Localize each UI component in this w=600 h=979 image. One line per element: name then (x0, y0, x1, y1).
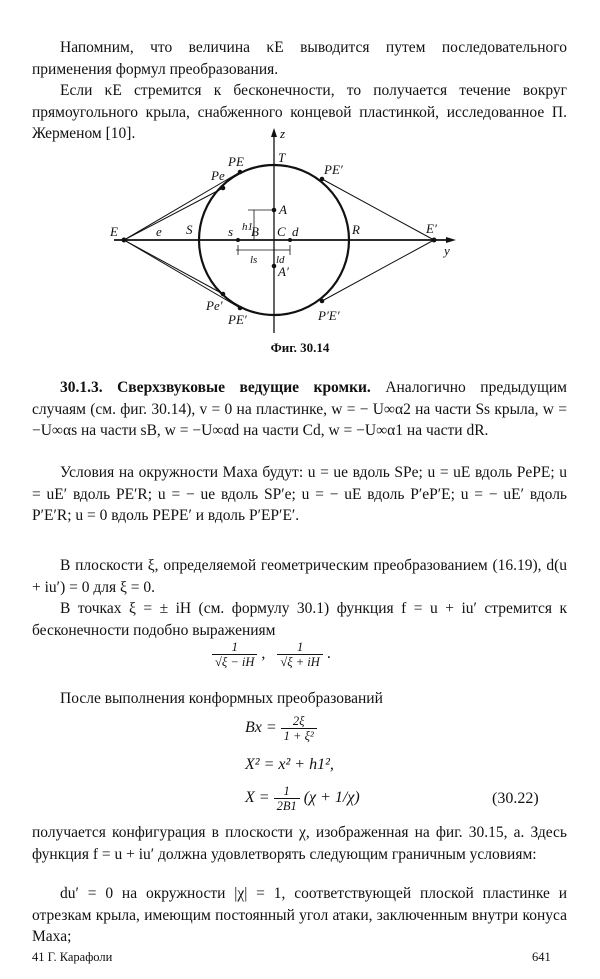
label-Pe-top: Pe (211, 168, 225, 183)
equation-3 (245, 784, 360, 813)
singularity-expressions: $\frac{1}{√\xi - iH}$ , $\frac{1}{√\xi + iH}$ . (212, 640, 331, 669)
label-z: z (280, 128, 286, 141)
label-h1: h1 (242, 221, 253, 233)
page-number: 641 (532, 950, 551, 964)
section-paragraph-5: После выполнения конформных преобразований (60, 690, 383, 707)
section-paragraph-3: В плоскости ξ, определяемой геометрическим преобразованием (16.19), d(u + iu′) = 0 для ξ = 0. (32, 557, 567, 596)
equation-1-denominator: 1 + ξ² (281, 728, 317, 743)
fraction-2-numerator: 1 (296, 640, 304, 654)
intro-paragraph-2: Если κE стремится к бесконечности, то получается течение вокруг прямоугольного крыла, снабженного концевой пластинкой, исследованное П. Жерменом [10]. (32, 82, 567, 142)
fraction-1-denominator: √ξ − iH (212, 654, 257, 669)
label-A: A (279, 202, 287, 217)
fraction-1-numerator: 1 (231, 640, 238, 654)
label-y: y (444, 243, 450, 258)
figure-30-14 (100, 128, 480, 338)
equation-3-lhs: X = (245, 789, 270, 807)
label-PE-prime-bottom: PE′ (228, 312, 247, 327)
equation-1-fraction (281, 714, 317, 743)
equation-1-lhs: Bx = (245, 719, 277, 737)
equation-number: (30.22) (492, 790, 539, 807)
section-paragraph-6: получается конфигурация в плоскости χ, изображенная на фиг. 30.15, а. Здесь функция f = u + iu′ должна удовлетворять следующим граничным условиям: (32, 824, 567, 863)
fraction-2-denominator: √ξ + iH (277, 654, 322, 669)
label-PE-prime-top: PE′ (324, 162, 343, 177)
label-ls: ls (250, 254, 258, 266)
figure-caption: Фиг. 30.14 (270, 340, 330, 355)
label-B: B (251, 224, 259, 239)
label-d: d (292, 224, 299, 239)
equation-1 (245, 714, 317, 743)
label-s: s (228, 224, 234, 239)
equation-3-denominator: 2B1 (274, 798, 300, 813)
section-paragraph-2: Условия на окружности Маха будут: u = ue вдоль SPe; u = uE вдоль PePE; u = uE′ вдоль PE′R; u = − ue вдоль SP′e; u = − uE вдоль P′eP′E; u = − uE′ вдоль P′E′R; u = 0 вдоль PEPE′ и вдоль P′EP′E′. (32, 464, 567, 524)
label-R: R (352, 222, 360, 237)
equation-3-numerator: 1 (283, 784, 290, 798)
label-S: S (186, 222, 193, 237)
equation-3-rhs: (χ + 1/χ) (303, 789, 360, 807)
section-paragraph-1 (32, 377, 567, 442)
section-heading: 30.1.3. Сверхзвуковые ведущие кромки. (60, 379, 371, 396)
label-Pe-prime: Pe′ (206, 298, 223, 313)
label-C: C (277, 224, 286, 239)
intro-paragraph-1: Напомним, что величина κE выводится путем последовательного применения формул преобразования. (32, 39, 567, 78)
section-paragraph-1-text: Аналогично предыдущим случаям (см. фиг. 30.14), v = 0 на пластинке, w = − U∞α2 на части Ss крыла, w = −U∞αs на части sB, w = −U∞αd на части Cd, w = −U∞α1 на части dR. (32, 379, 567, 439)
label-E-prime: E′ (426, 221, 437, 236)
equation-2: X² = x² + h1², (245, 756, 334, 773)
footer-author: 41 Г. Карафоли (32, 950, 113, 964)
label-ld: ld (276, 254, 285, 266)
equation-1-numerator: 2ξ (292, 714, 305, 728)
fraction-1 (212, 640, 257, 669)
label-PE-top: PE (228, 154, 244, 169)
label-e: e (156, 224, 162, 239)
label-A-prime: A′ (278, 264, 289, 279)
section-paragraph-4: В точках ξ = ± iH (см. формулу 30.1) функция f = u + iu′ стремится к бесконечности подобно выражениям (32, 600, 567, 639)
section-paragraph-7: du′ = 0 на окружности |χ| = 1, соответствующей плоской пластинке и отрезкам крыла, имеющим постоянный угол атаки, заключенным внутри конуса Маха; (32, 885, 567, 945)
label-E: E (110, 224, 118, 239)
label-PE-double-prime: P′E′ (318, 308, 340, 323)
equation-3-fraction (274, 784, 300, 813)
fraction-2 (277, 640, 322, 669)
label-T: T (278, 150, 286, 165)
